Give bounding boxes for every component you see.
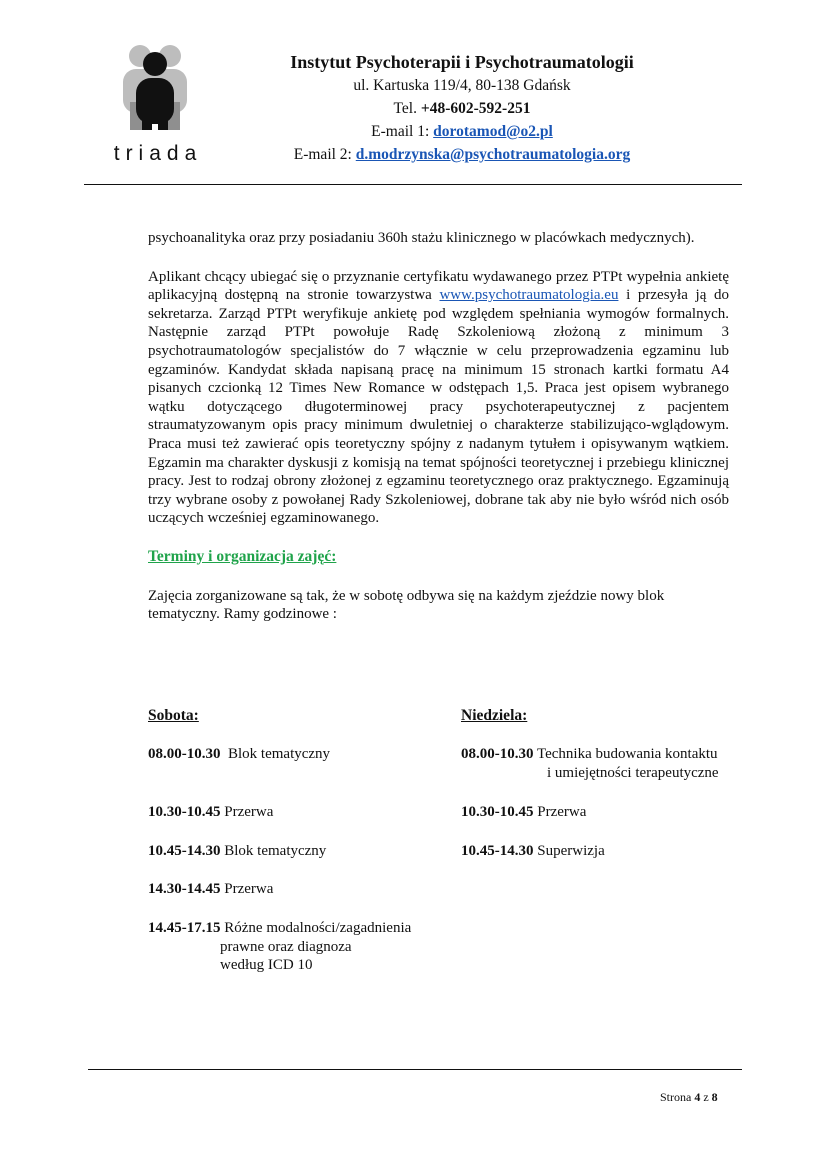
institute-name: Instytut Psychoterapii i Psychotraumatologii xyxy=(290,52,634,72)
slot-time: 10.45-14.30 xyxy=(148,843,221,859)
paragraph-3: Zajęcia zorganizowane są tak, że w sobotę odbywa się na każdym zjeździe nowy blok tematyczny. Ramy godzinowe : xyxy=(148,587,665,623)
slot-time: 10.45-14.30 xyxy=(461,843,534,859)
email2-line xyxy=(262,143,662,166)
saturday-slot-2 xyxy=(148,803,273,822)
saturday-slot-5 xyxy=(148,919,411,975)
figures-icon xyxy=(96,42,220,142)
slot-desc-line-2: i umiejętności terapeutyczne xyxy=(547,764,719,781)
logo-wordmark: triada xyxy=(113,142,203,165)
section-heading: Terminy i organizacja zajęć: xyxy=(148,547,337,565)
sunday-slot-2 xyxy=(461,803,586,822)
slot-time: 10.30-10.45 xyxy=(148,804,221,820)
slot-time: 08.00-10.30 xyxy=(148,746,221,762)
address: ul. Kartuska 119/4, 80-138 Gdańsk xyxy=(353,77,571,94)
slot-desc: Przerwa xyxy=(220,804,274,820)
total-pages: 8 xyxy=(711,1090,718,1104)
slot-time: 08.00-10.30 xyxy=(461,746,534,762)
saturday-slot-3 xyxy=(148,842,326,861)
email1-link[interactable]: dorotamod@o2.pl xyxy=(433,123,553,140)
phone-line xyxy=(262,97,662,120)
email1-label: E-mail 1: xyxy=(371,123,434,140)
page-content xyxy=(148,229,729,624)
slot-desc: Przerwa xyxy=(533,804,587,820)
letterhead xyxy=(262,50,662,166)
paragraph-2 xyxy=(148,268,729,528)
slot-desc: Różne modalności/zagadnienia xyxy=(220,920,412,936)
page-label: Strona xyxy=(660,1090,695,1104)
email2-label: E-mail 2: xyxy=(293,146,356,163)
saturday-slot-4 xyxy=(148,880,273,899)
phone-number: +48-602-592-251 xyxy=(420,100,531,117)
slot-desc-line-2: prawne oraz diagnoza xyxy=(220,938,352,955)
saturday-slot-1 xyxy=(148,745,330,764)
page-of: z xyxy=(700,1090,712,1104)
slot-desc-line-3: według ICD 10 xyxy=(220,957,313,974)
saturday-heading: Sobota: xyxy=(148,707,199,724)
slot-desc: Technika budowania kontaktu xyxy=(533,746,718,762)
page-number xyxy=(660,1090,718,1105)
slot-desc: Przerwa xyxy=(220,881,274,897)
current-page: 4 xyxy=(694,1090,701,1104)
paragraph-2-end: i przesyła ją do sekretarza. Zarząd PTPt weryfikuje ankietę pod względem spełniania wymogów formalnych. Następnie zarząd PTPt powołuje Radę Szkoleniową złożoną z minimum 3 psychotraumatologów specjalistów do 7 włącznie w celu przeprowadzenia egzaminu lub egzaminów. Kandydat składa napisaną pracę na minimum 15 stronach kartki formatu A4 pisanych czcionką 12 Times New Romance w odstępach 1,5. Praca jest opisem wybranego wątku dotyczącego długoterminowej pracy psychoterapeutycznej z pacjentem straumatyzowanym opis pracy minimum dwuletniej o charakterze stabilizująco-wglądowym. Praca musi też zawierać opis teoretyczny spójny z nadanym tytułem i opisywanym wątkiem. Egzamin ma charakter dyskusji z komisją na temat spójności teoretycznej i przebiegu klinicznej pracy. Jest to rodzaj obrony złożonej z egzaminu teoretycznego oraz praktycznego. Egzaminują trzy wybrane osoby z powołanej Rady Szkoleniowej, dobrane tak aby nie było wśród nich osób uczących wcześniej egzaminowanego. xyxy=(148,287,729,527)
paragraph-2-start: Aplikant chcący ubiegać się o przyznanie certyfikatu wydawanego przez PTPt wypełnia ankietę aplikacyjną dostępną na stronie towarzystwa xyxy=(148,268,729,304)
email2-link[interactable]: d.modrzynska@psychotraumatologia.org xyxy=(355,146,631,163)
sunday-slot-1 xyxy=(461,745,719,782)
sunday-heading: Niedziela: xyxy=(461,707,528,724)
triada-logo xyxy=(96,42,220,170)
header-divider xyxy=(84,184,742,185)
email1-line xyxy=(262,120,662,143)
footer-divider xyxy=(88,1069,742,1070)
phone-label: Tel. xyxy=(393,100,421,117)
society-website-link[interactable]: www.psychotraumatologia.eu xyxy=(439,287,619,304)
slot-time: 10.30-10.45 xyxy=(461,804,534,820)
slot-time: 14.45-17.15 xyxy=(148,920,221,936)
paragraph-1: psychoanalityka oraz przy posiadaniu 360h stażu klinicznego w placówkach medycznych). xyxy=(148,230,695,246)
slot-desc: Superwizja xyxy=(533,843,605,859)
slot-time: 14.30-14.45 xyxy=(148,881,221,897)
sunday-slot-3 xyxy=(461,842,605,861)
slot-desc: Blok tematyczny xyxy=(220,746,331,762)
slot-desc: Blok tematyczny xyxy=(220,843,327,859)
